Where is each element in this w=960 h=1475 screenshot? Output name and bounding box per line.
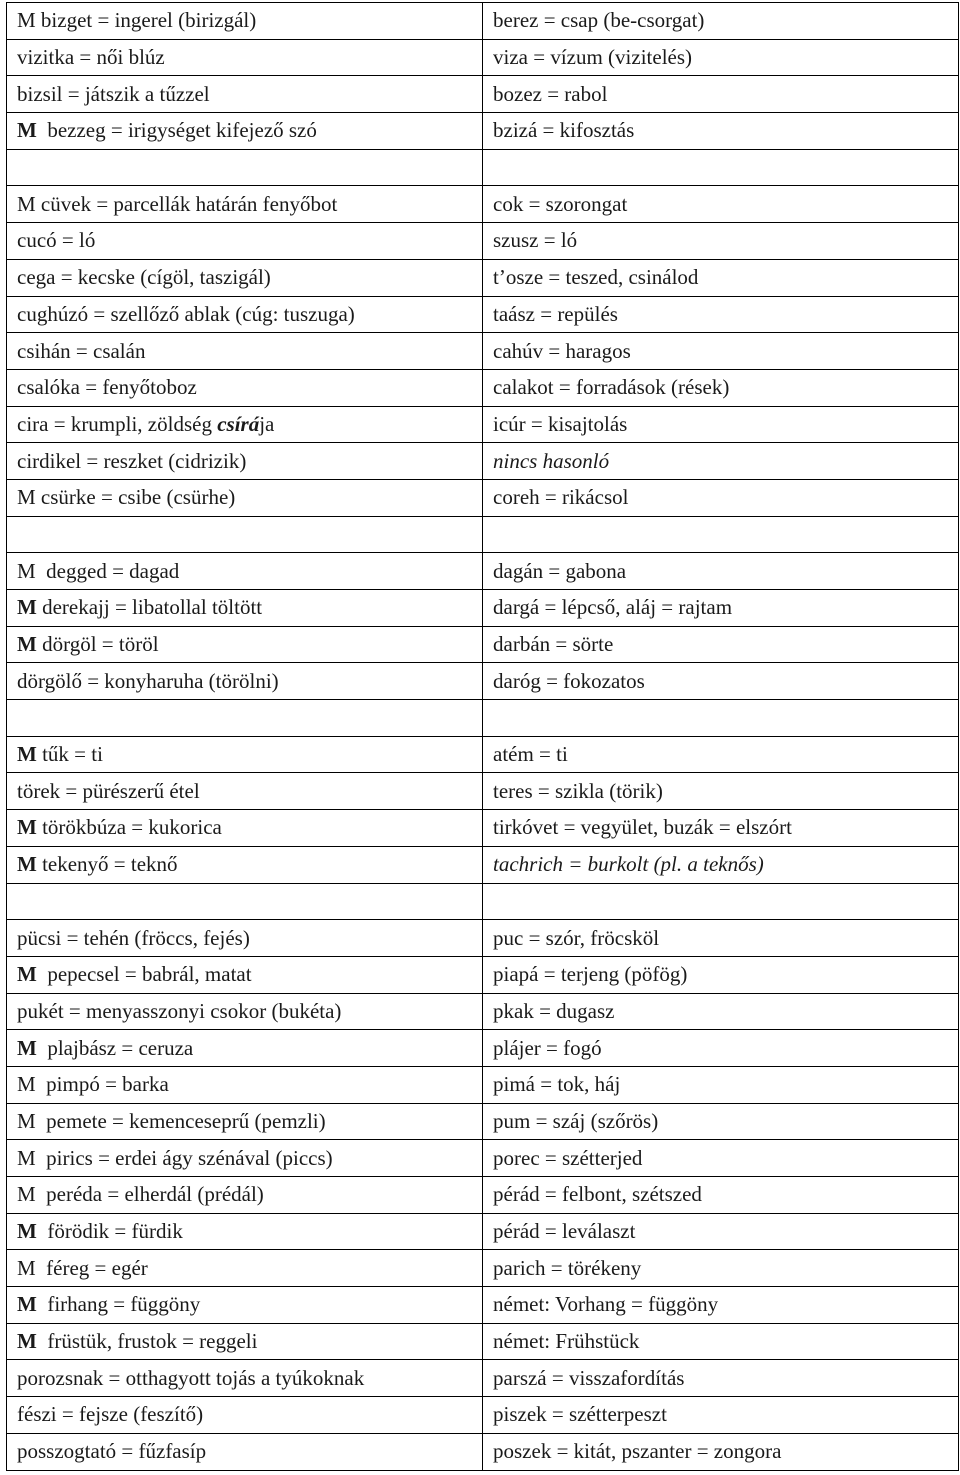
table-row bbox=[7, 406, 959, 443]
cell-text: pérád = leválaszt bbox=[493, 1219, 636, 1244]
cell-text: pukét = menyasszonyi csokor (bukéta) bbox=[17, 998, 342, 1023]
cell-text: berez = csap (be-csorgat) bbox=[493, 8, 705, 33]
cell-text: M degged = dagad bbox=[17, 558, 180, 583]
cell-text: calakot = forradások (rések) bbox=[493, 375, 730, 400]
romani-word-cell bbox=[483, 406, 959, 443]
table-row bbox=[7, 223, 959, 260]
cell-text: M bbox=[17, 1329, 37, 1354]
table-row bbox=[7, 259, 959, 296]
cell-text: t’osze = teszed, csinálod bbox=[493, 265, 699, 290]
cell-text: dargá = lépcső, aláj = rajtam bbox=[493, 595, 733, 620]
cell-text: M bbox=[17, 742, 37, 767]
hungarian-word-cell bbox=[7, 663, 483, 700]
cell-text: früstük, frustok = reggeli bbox=[36, 1329, 258, 1354]
cell-text: pérád = felbont, szétszed bbox=[493, 1182, 702, 1207]
cell-text: coreh = rikácsol bbox=[493, 485, 629, 510]
cell-text: német: Vorhang = függöny bbox=[493, 1292, 719, 1317]
cell-text: taász = repülés bbox=[493, 301, 618, 326]
cell-text: szusz = ló bbox=[493, 228, 578, 253]
cell-text: vizitka = női blúz bbox=[17, 45, 165, 70]
cell-text: plájer = fogó bbox=[493, 1035, 602, 1060]
romani-word-cell bbox=[483, 810, 959, 847]
cell-text: törökbúza = kukorica bbox=[36, 815, 222, 840]
cell-text: viza = vízum (vizitelés) bbox=[493, 45, 693, 70]
table-row bbox=[7, 1360, 959, 1397]
hungarian-word-cell bbox=[7, 76, 483, 113]
romani-word-cell bbox=[483, 1213, 959, 1250]
cell-text: törek = pürészerű étel bbox=[17, 778, 200, 803]
romani-word-cell bbox=[483, 956, 959, 993]
cell-text: atém = ti bbox=[493, 742, 568, 767]
cell-text: csalóka = fenyőtoboz bbox=[17, 375, 197, 400]
table-row bbox=[7, 920, 959, 957]
romani-word-cell bbox=[483, 76, 959, 113]
cell-text: tűk = ti bbox=[36, 742, 103, 767]
romani-word-cell bbox=[483, 1103, 959, 1140]
romani-word-cell bbox=[483, 663, 959, 700]
romani-word-cell bbox=[483, 920, 959, 957]
table-row bbox=[7, 1323, 959, 1360]
cell-text: bizsil = játszik a tűzzel bbox=[17, 81, 210, 106]
romani-word-cell bbox=[483, 1287, 959, 1324]
romani-word-cell bbox=[483, 369, 959, 406]
cell-text: M féreg = egér bbox=[17, 1255, 148, 1280]
hungarian-word-cell bbox=[7, 773, 483, 810]
hungarian-word-cell bbox=[7, 1360, 483, 1397]
romani-word-cell bbox=[483, 1250, 959, 1287]
cell-text: M bbox=[17, 595, 37, 620]
cell-text: teres = szikla (törik) bbox=[493, 778, 663, 803]
table-row bbox=[7, 1397, 959, 1434]
romani-word-cell bbox=[483, 883, 959, 920]
romani-word-cell bbox=[483, 296, 959, 333]
cell-text: piszek = szétterpeszt bbox=[493, 1402, 667, 1427]
hungarian-word-cell bbox=[7, 956, 483, 993]
hungarian-word-cell bbox=[7, 1287, 483, 1324]
table-row bbox=[7, 626, 959, 663]
cell-text: pum = száj (szőrös) bbox=[493, 1108, 659, 1133]
table-row bbox=[7, 1140, 959, 1177]
cell-text: pepecsel = babrál, matat bbox=[36, 962, 252, 987]
table-row bbox=[7, 369, 959, 406]
cell-text: M pimpó = barka bbox=[17, 1072, 169, 1097]
romani-word-cell bbox=[483, 186, 959, 223]
hungarian-word-cell bbox=[7, 590, 483, 627]
romani-word-cell bbox=[483, 590, 959, 627]
hungarian-word-cell bbox=[7, 259, 483, 296]
cell-text: bzizá = kifosztás bbox=[493, 118, 635, 143]
hungarian-word-cell bbox=[7, 810, 483, 847]
cell-text: cahúv = haragos bbox=[493, 338, 631, 363]
romani-word-cell bbox=[483, 993, 959, 1030]
romani-word-cell bbox=[483, 516, 959, 553]
cell-text: tekenyő = teknő bbox=[36, 852, 178, 877]
table-row bbox=[7, 663, 959, 700]
cell-text: firhang = függöny bbox=[36, 1292, 201, 1317]
romani-word-cell bbox=[483, 773, 959, 810]
cell-text: német: Frühstück bbox=[493, 1329, 640, 1354]
hungarian-word-cell bbox=[7, 1140, 483, 1177]
cell-text: bozez = rabol bbox=[493, 81, 608, 106]
romani-word-cell bbox=[483, 3, 959, 40]
separator-row bbox=[7, 883, 959, 920]
romani-word-cell bbox=[483, 1140, 959, 1177]
hungarian-word-cell bbox=[7, 1433, 483, 1470]
hungarian-word-cell bbox=[7, 479, 483, 516]
cell-text: M pirics = erdei ágy szénával (piccs) bbox=[17, 1145, 333, 1170]
separator-row bbox=[7, 149, 959, 186]
cell-text: icúr = kisajtolás bbox=[493, 411, 628, 436]
cell-text: cucó = ló bbox=[17, 228, 96, 253]
hungarian-word-cell bbox=[7, 406, 483, 443]
cell-text: M pemete = kemenceseprű (pemzli) bbox=[17, 1108, 326, 1133]
romani-word-cell bbox=[483, 1066, 959, 1103]
cell-text: porozsnak = otthagyott tojás a tyúkoknak bbox=[17, 1365, 365, 1390]
table-row bbox=[7, 1030, 959, 1067]
romani-word-cell bbox=[483, 1360, 959, 1397]
table-row bbox=[7, 1433, 959, 1470]
table-row bbox=[7, 39, 959, 76]
romani-word-cell bbox=[483, 1030, 959, 1067]
cell-text: cira = krumpli, zöldség bbox=[17, 411, 218, 436]
table-row bbox=[7, 1287, 959, 1324]
cell-text: pimá = tok, háj bbox=[493, 1072, 621, 1097]
table-row bbox=[7, 186, 959, 223]
hungarian-word-cell bbox=[7, 846, 483, 883]
cell-text: fészi = fejsze (feszítő) bbox=[17, 1402, 204, 1427]
table-row bbox=[7, 736, 959, 773]
romani-word-cell bbox=[483, 1323, 959, 1360]
romani-word-cell bbox=[483, 626, 959, 663]
table-row bbox=[7, 810, 959, 847]
cell-text: piapá = terjeng (pöfög) bbox=[493, 962, 688, 987]
romani-word-cell bbox=[483, 553, 959, 590]
table-row bbox=[7, 333, 959, 370]
cell-text: bezzeg = irigységet kifejező szó bbox=[36, 118, 317, 143]
hungarian-word-cell bbox=[7, 1103, 483, 1140]
romani-word-cell bbox=[483, 1397, 959, 1434]
hungarian-word-cell bbox=[7, 1066, 483, 1103]
cell-text: M bbox=[17, 962, 37, 987]
cell-text: cok = szorongat bbox=[493, 191, 628, 216]
romani-word-cell bbox=[483, 39, 959, 76]
romani-word-cell bbox=[483, 700, 959, 737]
separator-row bbox=[7, 516, 959, 553]
cell-text: tirkóvet = vegyület, buzák = elszórt bbox=[493, 815, 792, 840]
cell-text: M bbox=[17, 852, 37, 877]
romani-word-cell bbox=[483, 149, 959, 186]
cell-text: dörgölő = konyharuha (törölni) bbox=[17, 668, 279, 693]
cell-text: M bbox=[17, 1292, 37, 1317]
romani-word-cell bbox=[483, 223, 959, 260]
hungarian-word-cell bbox=[7, 1250, 483, 1287]
cell-text: dörgöl = töröl bbox=[36, 632, 159, 657]
hungarian-word-cell bbox=[7, 883, 483, 920]
hungarian-word-cell bbox=[7, 736, 483, 773]
romani-word-cell bbox=[483, 443, 959, 480]
cell-text: M bbox=[17, 1219, 37, 1244]
table-row bbox=[7, 113, 959, 150]
cell-text: cega = kecske (cígöl, taszigál) bbox=[17, 265, 271, 290]
hungarian-word-cell bbox=[7, 113, 483, 150]
cell-text: M bbox=[17, 815, 37, 840]
table-row bbox=[7, 1250, 959, 1287]
hungarian-word-cell bbox=[7, 149, 483, 186]
hungarian-word-cell bbox=[7, 1397, 483, 1434]
hungarian-word-cell bbox=[7, 296, 483, 333]
cell-text: plajbász = ceruza bbox=[36, 1035, 194, 1060]
table-row bbox=[7, 76, 959, 113]
table-row bbox=[7, 1103, 959, 1140]
cell-text: M csürke = csibe (csürhe) bbox=[17, 485, 236, 510]
hungarian-word-cell bbox=[7, 369, 483, 406]
hungarian-word-cell bbox=[7, 920, 483, 957]
cell-text: cughúzó = szellőző ablak (cúg: tuszuga) bbox=[17, 301, 355, 326]
cell-text: puc = szór, fröcsköl bbox=[493, 925, 660, 950]
cell-text: M cüvek = parcellák határán fenyőbot bbox=[17, 191, 338, 216]
word-table bbox=[6, 2, 959, 1471]
cell-text: nincs hasonló bbox=[493, 448, 610, 473]
word-comparison-document bbox=[6, 2, 959, 1471]
cell-text: parszá = visszafordítás bbox=[493, 1365, 685, 1390]
table-row bbox=[7, 296, 959, 333]
hungarian-word-cell bbox=[7, 3, 483, 40]
cell-text: posszogtató = fűzfasíp bbox=[17, 1439, 207, 1464]
hungarian-word-cell bbox=[7, 39, 483, 76]
table-row bbox=[7, 956, 959, 993]
hungarian-word-cell bbox=[7, 700, 483, 737]
romani-word-cell bbox=[483, 333, 959, 370]
cell-text: tachrich = burkolt (pl. a teknős) bbox=[493, 852, 764, 877]
cell-text: förödik = fürdik bbox=[36, 1219, 183, 1244]
hungarian-word-cell bbox=[7, 553, 483, 590]
hungarian-word-cell bbox=[7, 1030, 483, 1067]
word-table-body bbox=[7, 3, 959, 1471]
cell-text: pkak = dugasz bbox=[493, 998, 615, 1023]
cell-text: M bbox=[17, 118, 37, 143]
hungarian-word-cell bbox=[7, 1323, 483, 1360]
cell-text: porec = szétterjed bbox=[493, 1145, 643, 1170]
table-row bbox=[7, 1177, 959, 1214]
hungarian-word-cell bbox=[7, 443, 483, 480]
cell-text: M peréda = elherdál (prédál) bbox=[17, 1182, 264, 1207]
table-row bbox=[7, 479, 959, 516]
cell-text: ja bbox=[259, 411, 275, 436]
hungarian-word-cell bbox=[7, 626, 483, 663]
cell-text: parich = törékeny bbox=[493, 1255, 642, 1280]
table-row bbox=[7, 590, 959, 627]
romani-word-cell bbox=[483, 113, 959, 150]
table-row bbox=[7, 1213, 959, 1250]
cell-text: darbán = sörte bbox=[493, 632, 614, 657]
romani-word-cell bbox=[483, 736, 959, 773]
cell-text: cirdikel = reszket (cidrizik) bbox=[17, 448, 247, 473]
table-row bbox=[7, 553, 959, 590]
romani-word-cell bbox=[483, 1177, 959, 1214]
table-row bbox=[7, 773, 959, 810]
hungarian-word-cell bbox=[7, 1213, 483, 1250]
table-row bbox=[7, 1066, 959, 1103]
romani-word-cell bbox=[483, 259, 959, 296]
cell-text: poszek = kitát, pszanter = zongora bbox=[493, 1439, 782, 1464]
cell-text: M bbox=[17, 1035, 37, 1060]
hungarian-word-cell bbox=[7, 1177, 483, 1214]
hungarian-word-cell bbox=[7, 516, 483, 553]
romani-word-cell bbox=[483, 846, 959, 883]
romani-word-cell bbox=[483, 479, 959, 516]
table-row bbox=[7, 846, 959, 883]
hungarian-word-cell bbox=[7, 333, 483, 370]
romani-word-cell bbox=[483, 1433, 959, 1470]
cell-text: M bbox=[17, 632, 37, 657]
table-row bbox=[7, 443, 959, 480]
hungarian-word-cell bbox=[7, 223, 483, 260]
cell-text: daróg = fokozatos bbox=[493, 668, 645, 693]
table-row bbox=[7, 993, 959, 1030]
table-row bbox=[7, 3, 959, 40]
cell-text: derekajj = libatollal töltött bbox=[36, 595, 263, 620]
cell-text: csírá bbox=[217, 411, 260, 436]
hungarian-word-cell bbox=[7, 186, 483, 223]
cell-text: pücsi = tehén (fröccs, fejés) bbox=[17, 925, 250, 950]
cell-text: M bizget = ingerel (birizgál) bbox=[17, 8, 257, 33]
hungarian-word-cell bbox=[7, 993, 483, 1030]
cell-text: dagán = gabona bbox=[493, 558, 627, 583]
separator-row bbox=[7, 700, 959, 737]
cell-text: csihán = csalán bbox=[17, 338, 146, 363]
